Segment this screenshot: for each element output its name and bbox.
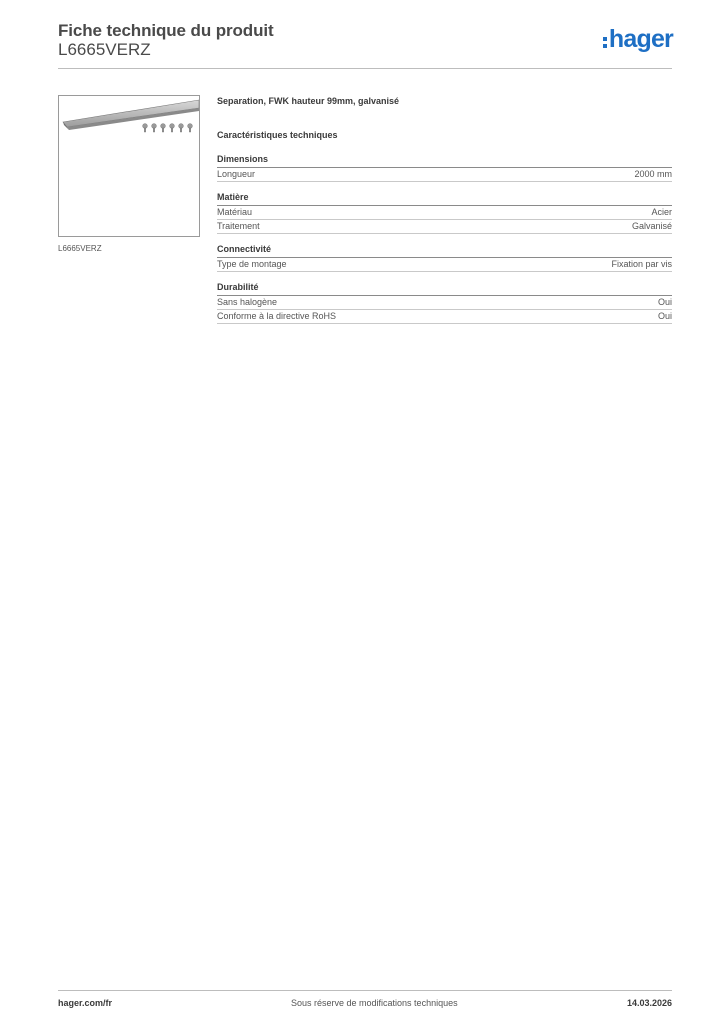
spec-row [217,258,672,272]
spec-group-title: Dimensions [217,154,672,168]
spec-row [217,220,672,234]
spec-value: 2000 mm [634,169,672,179]
spec-label: Longueur [217,169,256,179]
footer-date: 14.03.2026 [626,998,672,1008]
spec-group-durability [217,282,672,324]
spec-content [217,96,672,334]
image-caption: L6665VERZ [58,244,102,253]
spec-group-dimensions [217,154,672,182]
spec-value: Acier [651,207,672,217]
spec-group-material [217,192,672,234]
spec-group-title: Matière [217,192,672,206]
footer-website-link[interactable]: hager.com/fr [58,998,113,1008]
specs-heading: Caractéristiques techniques [217,130,338,140]
spec-label: Traitement [217,221,260,231]
spec-row [217,168,672,182]
spec-value: Oui [657,297,672,307]
logo-dots-icon [603,36,607,50]
spec-group-title: Durabilité [217,282,672,296]
header-divider [58,68,672,69]
spec-label: Matériau [217,207,253,217]
spec-row [217,296,672,310]
spec-value: Fixation par vis [611,259,672,269]
spec-row [217,206,672,220]
spec-value: Galvanisé [631,221,672,231]
product-rail-illustration [59,96,199,236]
product-description: Separation, FWK hauteur 99mm, galvanisé [217,96,400,106]
hager-logo [603,25,673,54]
spec-label: Sans halogène [217,297,278,307]
footer-divider [58,990,672,991]
product-image [58,95,200,237]
spec-value: Oui [657,311,672,321]
logo-text: hager [608,25,673,53]
page-title: Fiche technique du produit [58,21,274,40]
footer-notice: Sous réserve de modifications techniques [291,998,458,1008]
product-reference: L6665VERZ [58,40,151,59]
spec-group-title: Connectivité [217,244,672,258]
spec-group-connectivity [217,244,672,272]
spec-label: Conforme à la directive RoHS [217,311,337,321]
spec-row [217,310,672,324]
spec-label: Type de montage [217,259,287,269]
